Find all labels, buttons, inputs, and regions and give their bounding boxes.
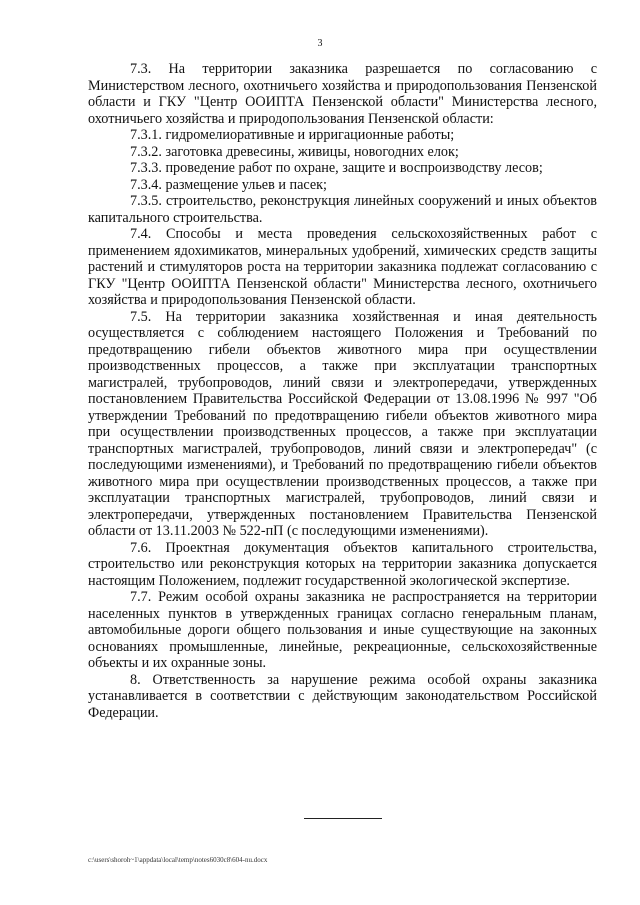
paragraph-8: 8. Ответственность за нарушение режима особой охраны заказника устанавливается в соответствии с действующим законодательством Российской Федерации.	[88, 671, 597, 721]
document-body	[88, 61, 597, 721]
paragraph-7-3-3: 7.3.3. проведение работ по охране, защите и воспроизводству лесов;	[130, 160, 543, 176]
paragraph-7-3-2: 7.3.2. заготовка древесины, живицы, новогодних елок;	[130, 143, 459, 160]
page-number: 3	[317, 38, 323, 49]
paragraph-7-6: 7.6. Проектная документация объектов капитального строительства, строительство или реконструкция которых на территории заказника допускается настоящим Положением, подлежит государственной экологической экспертизе.	[88, 539, 597, 589]
paragraph-7-5: 7.5. На территории заказника хозяйственная и иная деятельность осуществляется с соблюдением настоящего Положения и Требований по предотвращению гибели объектов животного мира при осуществлении производственных процессов, а также при эксплуатации транспортных магистралей, трубопроводов, линий связи и электропередачи, утвержденных постановлением Правительства Российской Федерации от 13.08.1996 № 997 "Об утверждении Требований по предотвращению гибели объектов животного мира при осуществлении производственных процессов, а также при эксплуатации транспортных магистралей, трубопроводов, линий связи и электропередач" (с последующими изменениями), и Требований по предотвращению гибели объектов животного мира при осуществлении производственных процессов, а также при эксплуатации транспортных магистралей, трубопроводов, линий связи и электропередачи, утвержденных постановлением Правительства Пензенской области от 13.11.2003 № 522-пП (с последующими изменениями).	[88, 308, 597, 539]
paragraph-7-3: 7.3. На территории заказника разрешается по согласованию с Министерством лесного, охотничьего хозяйства и природопользования Пензенской области и ГКУ "Центр ООИПТА Пензенской области" Министерства лесного, охотничьего хозяйства и природопользования Пензенской области:	[88, 61, 597, 127]
paragraph-7-7: 7.7. Режим особой охраны заказника не распространяется на территории населенных пунктов в утвержденных границах согласно генеральным планам, автомобильные дороги общего пользования и иные существующие на законных основаниях промышленные, линейные, рекреационные, сельскохозяйственные объекты и их охранные зоны.	[88, 589, 597, 671]
paragraph-7-3-5: 7.3.5. строительство, реконструкция линейных сооружений и иных объектов капитального строительства.	[88, 193, 597, 226]
paragraph-7-3-4: 7.3.4. размещение ульев и пасек;	[130, 176, 327, 193]
paragraph-7-3-1: 7.3.1. гидромелиоративные и ирригационные работы;	[130, 127, 455, 143]
end-divider	[304, 818, 382, 819]
paragraph-7-4: 7.4. Способы и места проведения сельскохозяйственных работ с применением ядохимикатов, минеральных удобрений, химических средств защиты растений и стимуляторов роста на территории заказника подлежат согласованию с ГКУ "Центр ООИПТА Пензенской области" Министерства лесного, охотничьего хозяйства и природопользования Пензенской области.	[88, 226, 597, 308]
footer-file-path: c:\users\shoroh~1\appdata\local\temp\notes6030c8\604-nu.docx	[88, 856, 268, 864]
